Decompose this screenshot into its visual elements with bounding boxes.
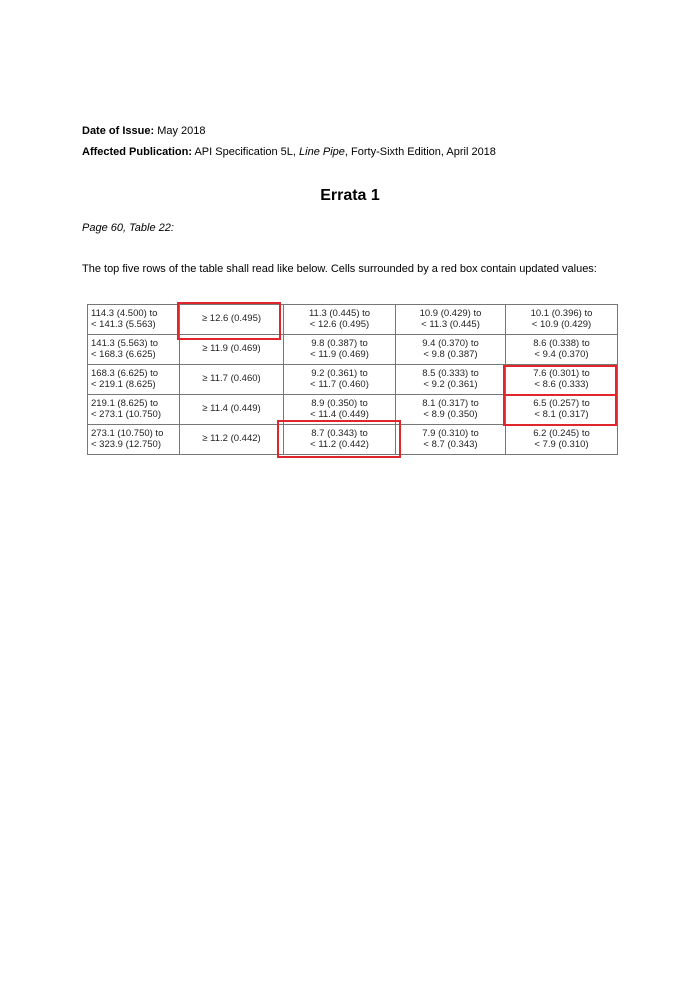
cell-line: 6.2 (0.245) to [533, 428, 590, 439]
cell-line: 8.7 (0.343) to [311, 428, 368, 439]
date-of-issue [82, 124, 206, 138]
cell-line: < 219.1 (8.625) [91, 378, 156, 390]
cell-line: 8.9 (0.350) to [311, 398, 368, 409]
update-highlight-box [503, 394, 617, 426]
update-highlight-box [177, 302, 281, 340]
table-cell [88, 425, 180, 455]
cell-line: < 11.9 (0.469) [310, 348, 369, 360]
cell-line: 7.6 (0.301) to [533, 368, 590, 379]
table-cell [506, 425, 618, 455]
table-cell [180, 425, 284, 455]
cell-line: ≥ 11.9 (0.469) [202, 343, 261, 355]
table-cell [88, 395, 180, 425]
cell-line: 141.3 (5.563) to [91, 338, 159, 349]
table-cell [396, 395, 506, 425]
cell-line: < 323.9 (12.750) [91, 438, 161, 450]
table-cell [396, 425, 506, 455]
cell-line: 7.9 (0.310) to [422, 428, 479, 439]
cell-line: < 9.2 (0.361) [423, 378, 478, 390]
date-label: Date of Issue: [82, 125, 155, 137]
cell-line: < 11.2 (0.442) [310, 438, 369, 450]
table-cell [506, 305, 618, 335]
cell-line: 8.1 (0.317) to [422, 398, 479, 409]
cell-line: 114.3 (4.500) to [91, 308, 158, 319]
cell-line: 10.9 (0.429) to [419, 308, 482, 319]
cell-line: < 273.1 (10.750) [91, 408, 161, 420]
cell-line: < 9.8 (0.387) [423, 348, 478, 360]
cell-line: < 12.6 (0.495) [309, 318, 370, 330]
cell-line: 11.3 (0.445) to [308, 308, 371, 319]
affected-publication [82, 145, 496, 159]
table-cell [396, 335, 506, 365]
cell-line: 273.1 (10.750) to [91, 428, 164, 439]
table-cell [180, 395, 284, 425]
publication-value-pre: API Specification 5L, [194, 146, 300, 158]
cell-line: 9.2 (0.361) to [311, 368, 368, 379]
cell-line: < 141.3 (5.563) [91, 318, 156, 330]
publication-title: Line Pipe [299, 146, 345, 158]
cell-line: < 8.6 (0.333) [534, 378, 589, 390]
publication-label: Affected Publication: [82, 146, 193, 158]
cell-line: < 8.7 (0.343) [423, 438, 478, 450]
date-value: May 2018 [157, 125, 206, 137]
table-row [88, 335, 618, 365]
cell-line: 168.3 (6.625) to [91, 368, 159, 379]
cell-line: ≥ 11.7 (0.460) [202, 373, 261, 385]
cell-line: < 11.3 (0.445) [421, 318, 480, 330]
cell-line: ≥ 12.6 (0.495) [201, 313, 262, 325]
cell-line: 9.4 (0.370) to [422, 338, 479, 349]
cell-line: ≥ 11.2 (0.442) [202, 433, 261, 445]
table-cell [506, 335, 618, 365]
cell-line: < 10.9 (0.429) [531, 318, 592, 330]
cell-line: 9.8 (0.387) to [311, 338, 368, 349]
page-reference: Page 60, Table 22: [82, 222, 174, 234]
table-cell [396, 305, 506, 335]
cell-line: 8.6 (0.338) to [533, 338, 590, 349]
cell-line: 219.1 (8.625) to [91, 398, 159, 409]
table-cell [180, 365, 284, 395]
page-title: Errata 1 [320, 187, 380, 204]
cell-line: < 8.1 (0.317) [534, 408, 589, 420]
cell-line: < 168.3 (6.625) [91, 348, 156, 360]
cell-line: < 11.7 (0.460) [310, 378, 369, 390]
cell-line: < 7.9 (0.310) [534, 438, 589, 450]
cell-line: ≥ 11.4 (0.449) [202, 403, 261, 415]
publication-value-post: , Forty-Sixth Edition, April 2018 [344, 146, 496, 158]
table-cell [284, 365, 396, 395]
cell-line: 10.1 (0.396) to [530, 308, 593, 319]
cell-line: < 9.4 (0.370) [534, 348, 589, 360]
table-cell [284, 305, 396, 335]
cell-line: < 11.4 (0.449) [310, 408, 369, 420]
table-cell [88, 365, 180, 395]
update-highlight-box [503, 365, 617, 396]
cell-line: 8.5 (0.333) to [422, 368, 479, 379]
intro-paragraph: The top five rows of the table shall read like below. Cells surrounded by a red box contain updated values: [82, 263, 597, 275]
table-cell [284, 335, 396, 365]
cell-line: < 8.9 (0.350) [423, 408, 478, 420]
table-cell [88, 335, 180, 365]
update-highlight-box [277, 420, 401, 458]
table-row [88, 305, 618, 335]
table-cell [88, 305, 180, 335]
table-cell [396, 365, 506, 395]
cell-line: 6.5 (0.257) to [533, 398, 590, 409]
